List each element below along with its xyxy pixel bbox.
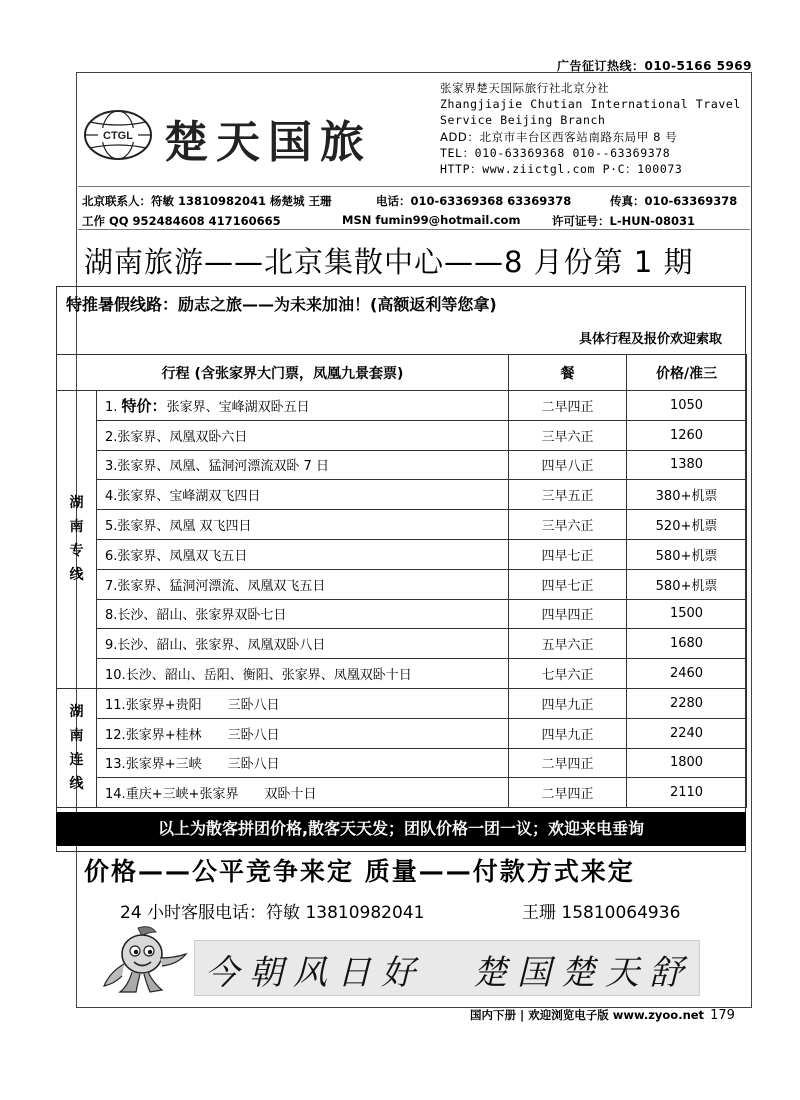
meal-cell: 二早四正 — [509, 748, 627, 778]
price-cell: 380+机票 — [627, 480, 747, 510]
table-row — [57, 718, 747, 748]
route-days: 三卧八日 — [227, 757, 280, 773]
meal-cell: 三早五正 — [509, 480, 627, 510]
category-hunan-combo — [57, 688, 97, 807]
route-cell — [97, 778, 509, 808]
meal-cell: 四早九正 — [509, 688, 627, 718]
route-number: 11. — [105, 697, 126, 713]
route-cell — [97, 539, 509, 569]
group-notice-bar: 以上为散客拼团价格,散客天天发；团队价格一团一议；欢迎来电垂询 — [56, 812, 746, 846]
company-name-en-1: Zhangjiajie Chutian International Travel — [440, 97, 741, 112]
ad-hotline: 广告征订热线：010-5166 5969 — [556, 59, 752, 73]
company-name-en-2: Service Beijing Branch — [440, 113, 606, 128]
beijing-contacts: 北京联系人：符敏 13810982041 杨楚城 王珊 — [82, 194, 332, 208]
route-number: 5. — [105, 519, 118, 535]
table-row — [57, 748, 747, 778]
price-cell: 1380 — [627, 450, 747, 480]
category-char: 湖 — [69, 495, 84, 512]
route-cell — [97, 718, 509, 748]
table-row — [57, 539, 747, 569]
route-cell — [97, 748, 509, 778]
meal-cell: 二早四正 — [509, 778, 627, 808]
route-name: 长沙、韶山、张家界、凤凰双卧八日 — [117, 638, 326, 654]
logo-text: CTGL — [103, 130, 133, 142]
route-days: 三卧八日 — [227, 727, 280, 743]
table-row — [57, 391, 747, 421]
header-meal: 餐 — [509, 355, 627, 391]
category-char: 线 — [69, 567, 84, 584]
promo-title: 特推暑假线路：励志之旅——为未来加油！(高额返利等您拿) — [66, 295, 497, 314]
route-name: 张家界+桂林 — [125, 727, 202, 743]
route-number: 3. — [105, 459, 118, 475]
tour-table — [56, 354, 747, 808]
contact-fax: 传真：010-63369378 — [610, 194, 738, 208]
route-cell — [97, 629, 509, 659]
header-route: 行程 (含张家界大门票，凤凰九景套票) — [57, 355, 509, 391]
page-footer — [470, 1007, 735, 1023]
footer-text: 国内下册 | 欢迎浏览电子版 www.zyoo.net — [470, 1008, 705, 1022]
special-price-label: 特价： — [121, 396, 167, 415]
route-number: 2. — [105, 429, 118, 445]
price-cell: 520+机票 — [627, 510, 747, 540]
route-cell — [97, 391, 509, 421]
table-row — [57, 629, 747, 659]
category-char: 南 — [69, 728, 84, 745]
route-name: 长沙、韶山、岳阳、衡阳、张家界、凤凰双卧十日 — [125, 668, 412, 684]
category-char: 线 — [69, 776, 84, 793]
table-row — [57, 569, 747, 599]
hotline-secondary: 王珊 15810064936 — [522, 903, 681, 923]
route-cell — [97, 569, 509, 599]
service-hotline — [120, 898, 681, 923]
header-price: 价格/准三 — [627, 355, 747, 391]
route-name: 张家界、宝峰湖双飞四日 — [117, 489, 261, 505]
meal-cell: 七早六正 — [509, 659, 627, 689]
page-title: 湖南旅游——北京集散中心——8 月份第 1 期 — [84, 245, 694, 279]
meal-cell: 四早七正 — [509, 569, 627, 599]
route-number: 12. — [105, 727, 126, 743]
route-days: 双卧十日 — [264, 787, 317, 803]
table-row — [57, 510, 747, 540]
category-char: 湖 — [69, 704, 84, 721]
route-cell — [97, 450, 509, 480]
route-name: 张家界、凤凰双卧六日 — [117, 429, 248, 445]
meal-cell: 三早六正 — [509, 510, 627, 540]
meal-cell: 四早七正 — [509, 539, 627, 569]
route-name: 张家界+三峡 — [125, 757, 202, 773]
price-cell: 1500 — [627, 599, 747, 629]
route-cell — [97, 420, 509, 450]
license-number: 许可证号：L-HUN-08031 — [552, 214, 695, 228]
meal-cell: 五早六正 — [509, 629, 627, 659]
company-name-cn: 张家界楚天国际旅行社北京分社 — [440, 81, 610, 95]
route-number: 10. — [105, 668, 126, 684]
route-cell — [97, 510, 509, 540]
contact-bar — [78, 186, 750, 230]
price-cell: 580+机票 — [627, 539, 747, 569]
route-cell — [97, 480, 509, 510]
route-number: 9. — [105, 638, 118, 654]
route-number: 7. — [105, 578, 118, 594]
slogan: 价格——公平竞争来定 质量——付款方式来定 — [84, 857, 635, 886]
ctgl-globe-logo — [82, 108, 154, 162]
price-cell: 2460 — [627, 659, 747, 689]
route-number: 8. — [105, 608, 118, 624]
route-number: 13. — [105, 757, 126, 773]
contact-phone: 电话：010-63369368 63369378 — [376, 194, 572, 208]
contact-qq: 工作 QQ 952484608 417160665 — [82, 214, 281, 228]
category-hunan-special — [57, 391, 97, 689]
route-name: 张家界+贵阳 — [125, 697, 202, 713]
table-header-row — [57, 355, 747, 391]
price-cell: 2110 — [627, 778, 747, 808]
route-cell — [97, 659, 509, 689]
route-cell — [97, 688, 509, 718]
company-header — [78, 76, 750, 184]
route-name: 长沙、韶山、张家界双卧七日 — [117, 608, 287, 624]
meal-cell: 四早四正 — [509, 599, 627, 629]
price-cell: 1050 — [627, 391, 747, 421]
calligraphy-right: 楚国楚天舒 — [473, 953, 693, 993]
route-name: 张家界、凤凰双飞五日 — [117, 548, 248, 564]
route-number: 4. — [105, 489, 118, 505]
company-tel: TEL：010-63369368 010--63369378 — [440, 145, 671, 160]
table-row — [57, 420, 747, 450]
price-cell: 2240 — [627, 718, 747, 748]
route-name: 张家界、宝峰湖双卧五日 — [166, 399, 310, 415]
price-cell: 1680 — [627, 629, 747, 659]
table-row — [57, 599, 747, 629]
price-cell: 580+机票 — [627, 569, 747, 599]
table-row — [57, 450, 747, 480]
route-number: 6. — [105, 548, 118, 564]
brand-name: 楚天国旅 — [164, 117, 372, 168]
route-name: 张家界、凤凰 双飞四日 — [117, 519, 252, 535]
price-cell: 1800 — [627, 748, 747, 778]
company-info — [440, 80, 741, 177]
meal-cell: 二早四正 — [509, 391, 627, 421]
route-name: 重庆+三峡+张家界 — [125, 787, 239, 803]
meal-cell: 四早九正 — [509, 718, 627, 748]
table-row — [57, 480, 747, 510]
hotline-primary: 24 小时客服电话：符敏 13810982041 — [120, 903, 425, 923]
route-days: 三卧八日 — [227, 697, 280, 713]
route-number: 14. — [105, 787, 126, 803]
category-char: 连 — [69, 752, 84, 769]
price-cell: 2280 — [627, 688, 747, 718]
meal-cell: 四早八正 — [509, 450, 627, 480]
table-row — [57, 778, 747, 808]
mascot-icon — [98, 924, 190, 996]
calligraphy-banner — [194, 940, 700, 996]
page-number: 179 — [710, 1008, 735, 1023]
category-char: 专 — [69, 543, 84, 560]
route-name: 张家界、猛洞河漂流、凤凰双飞五日 — [117, 578, 326, 594]
company-address: ADD：北京市丰台区西客站南路东局甲 8 号 — [440, 129, 678, 144]
table-row — [57, 659, 747, 689]
price-cell: 1260 — [627, 420, 747, 450]
company-website: HTTP：www.ziictgl.com P·C：100073 — [440, 162, 683, 177]
calligraphy-left: 今朝风日好 — [205, 953, 425, 993]
route-cell — [97, 599, 509, 629]
table-row — [57, 688, 747, 718]
category-char: 南 — [69, 519, 84, 536]
meal-cell: 三早六正 — [509, 420, 627, 450]
promo-note: 具体行程及报价欢迎索取 — [578, 332, 722, 347]
route-number: 1. — [105, 399, 118, 415]
route-name: 张家界、凤凰、猛洞河漂流双卧 7 日 — [117, 459, 329, 475]
contact-msn: MSN fumin99@hotmail.com — [342, 213, 521, 227]
